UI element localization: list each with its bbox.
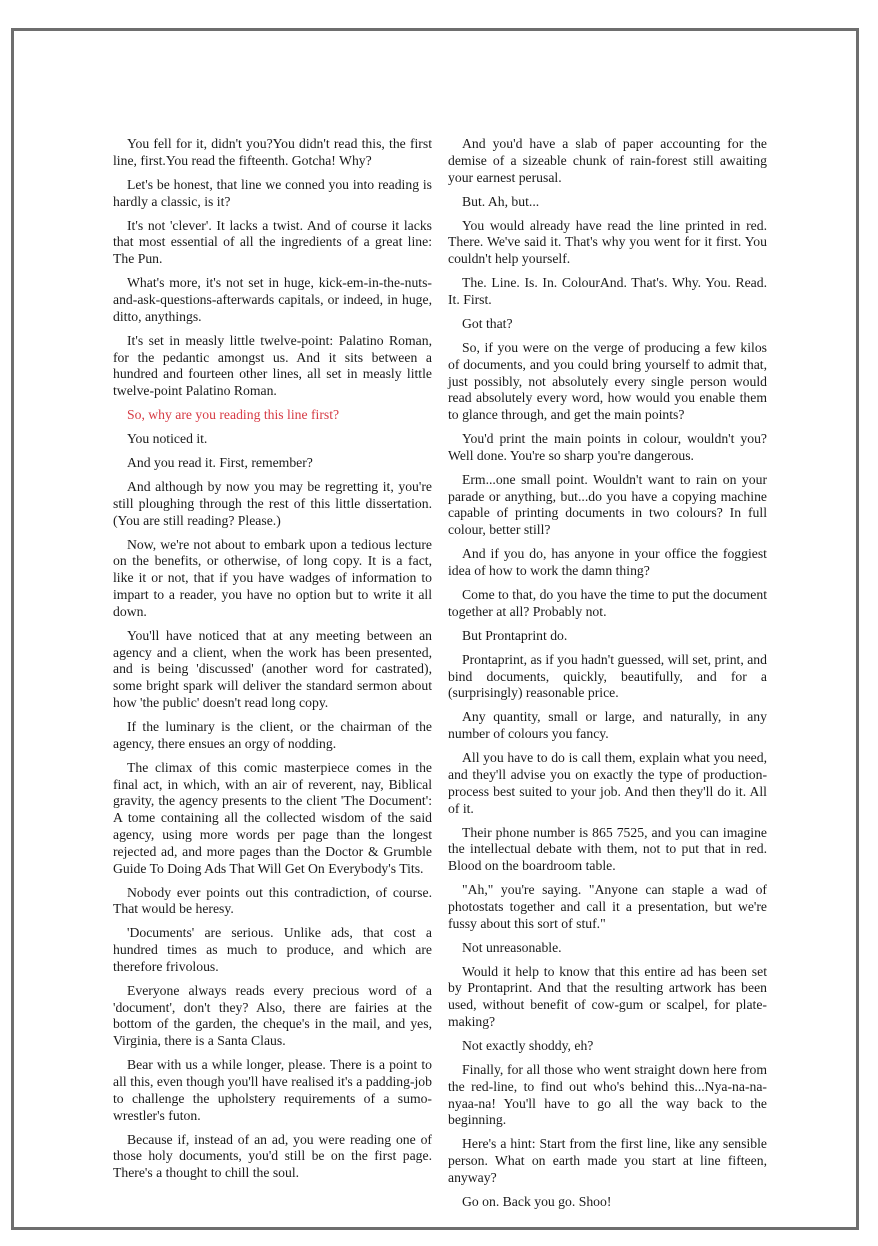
paragraph: Any quantity, small or large, and naturally, in any number of colours you fancy. [448,709,767,742]
paragraph: You would already have read the line printed in red. There. We've said it. That's why you went for it first. You couldn't help yourself. [448,217,767,267]
paragraph: Everyone always reads every precious word of a 'document', don't they? Also, there are fairies at the bottom of the garden, the cheque's in the mail, and yes, Virginia, there is a Santa Claus. [113,982,432,1049]
paragraph: Not unreasonable. [462,939,562,955]
paragraph: 'Documents' are serious. Unlike ads, that cost a hundred times as much to produce, and which are therefore frivolous. [113,925,432,974]
paragraph: Got that? [462,315,513,331]
left-column [113,136,432,1189]
paragraph: "Ah," you're saying. "Anyone can staple a wad of photostats together and call it a presentation, but we're fussy about this sort of stuf." [448,882,767,931]
paragraph: Here's a hint: Start from the first line, like any sensible person. What on earth made you start at line fifteen, anyway? [448,1136,767,1185]
paragraph: Bear with us a while longer, please. There is a point to all this, even though you'll have realised it's a padding-job to challenge the upholstery requirements of a sumo-wrestler's futon. [113,1057,432,1123]
paragraph: You'll have noticed that at any meeting between an agency and a client, when the work has been presented, and is being 'discussed' (another word for castrated), some bright spark will deliver the standard sermon about how 'the public' doesn't read long copy. [113,627,432,710]
paragraph: You fell for it, didn't you?You didn't read this, the first line, first.You read the fifteenth. Gotcha! Why? [113,136,432,168]
paragraph: Now, we're not about to embark upon a tedious lecture on the benefits, or otherwise, of long copy. It is a fact, like it or not, that if you have wadges of information to impart to a reader, you have no option but to write it all down. [113,536,432,619]
paragraph: But Prontaprint do. [462,627,568,643]
paragraph: Because if, instead of an ad, you were reading one of those holy documents, you'd still be on the first page. There's a thought to chill the soul. [113,1131,432,1181]
paragraph: Go on. Back you go. Shoo! [462,1193,612,1209]
paragraph: Nobody ever points out this contradiction, of course. That would be heresy. [113,884,432,917]
paragraph: Would it help to know that this entire ad has been set by Prontaprint. And that the resulting artwork has been used, without benefit of cow-gum or scalpel, for plate-making? [448,963,767,1030]
paragraph: And you'd have a slab of paper accounting for the demise of a sizeable chunk of rain-forest still awaiting your earnest perusal. [448,136,767,185]
paragraph: Prontaprint, as if you hadn't guessed, will set, print, and bind documents, quickly, beautifully, and for a (surprisingly) reasonable price. [448,651,767,701]
right-column [448,136,767,1218]
paragraph: And although by now you may be regretting it, you're still ploughing through the rest of this little dissertation. (You are still reading? Please.) [113,479,432,528]
paragraph: It's not 'clever'. It lacks a twist. And of course it lacks that most essential of all the ingredients of a great line: The Pun. [113,217,432,267]
paragraph: Their phone number is 865 7525, and you can imagine the intellectual debate with them, not to put that in red. Blood on the boardroom table. [448,824,767,874]
paragraph: The. Line. Is. In. ColourAnd. That's. Why. You. Read. It. First. [448,275,767,307]
paragraph: And if you do, has anyone in your office the foggiest idea of how to work the damn thing? [448,546,767,579]
paragraph: Come to that, do you have the time to put the document together at all? Probably not. [448,587,767,619]
paragraph: Finally, for all those who went straight down here from the red-line, to find out who's behind this...Nya-na-na-nyaa-na! You'll have to go all the way back to the beginning. [448,1062,767,1128]
paragraph: And you read it. First, remember? [127,455,313,471]
paragraph: You noticed it. [127,431,208,447]
paragraph: Not exactly shoddy, eh? [462,1038,594,1054]
paragraph: It's set in measly little twelve-point: Palatino Roman, for the pedantic amongst us. And it sits between a hundred and fourteen other lines, all set in measly little twelve-point Palatino Roman. [113,332,432,399]
paragraph: What's more, it's not set in huge, kick-em-in-the-nuts-and-ask-questions-afterwards capitals, or indeed, in huge, ditto, anythings. [113,275,432,324]
paragraph: But. Ah, but... [462,193,540,209]
paragraph: You'd print the main points in colour, wouldn't you? Well done. You're so sharp you're dangerous. [448,431,767,463]
paragraph: All you have to do is call them, explain what you need, and they'll advise you on exactly the type of production-process best suited to your job. And then they'll do it. All of it. [448,750,767,816]
paragraph: The climax of this comic masterpiece comes in the final act, in which, with an air of reverent, nay, Biblical gravity, the agency presents to the client 'The Document': A tome containing all the collected wisdom of the said agency, using more words per page than the longest rejected ad, and more pages than the Doctor & Grumble Guide To Doing Ads That Will Get On Everybody's Tits. [113,759,432,876]
paragraph: Let's be honest, that line we conned you into reading is hardly a classic, is it? [113,176,432,209]
paragraph: If the luminary is the client, or the chairman of the agency, there ensues an orgy of nodding. [113,718,432,751]
paragraph: Erm...one small point. Wouldn't want to rain on your parade or anything, but...do you have a copying machine capable of printing documents in two colours? In full colour, better still? [448,471,767,538]
paragraph: So, if you were on the verge of producing a few kilos of documents, and you could bring yourself to admit that, just possibly, not absolutely every single person would read absolutely every word, how would you enable them to glance through, and get the main points? [448,339,767,423]
red-highlight-line: So, why are you reading this line first? [127,407,340,423]
